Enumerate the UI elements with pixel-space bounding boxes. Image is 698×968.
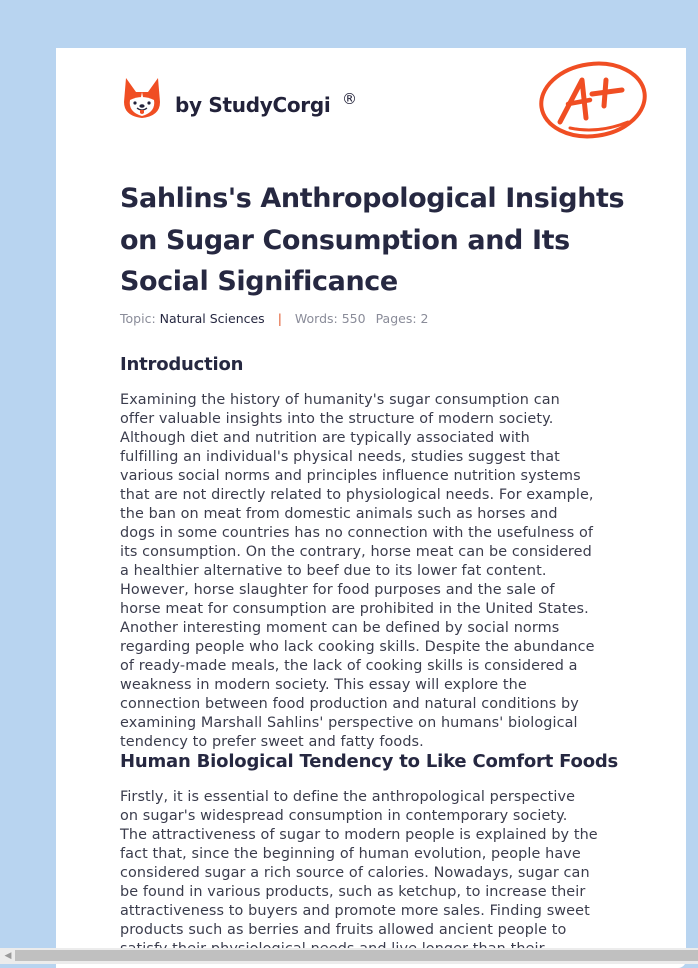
text-line: Examining the history of humanity's sugar consumption can — [120, 392, 560, 408]
text-line: The attractiveness of sugar to modern people is explained by the — [120, 827, 598, 843]
horizontal-scrollbar[interactable] — [0, 948, 698, 964]
topic-link[interactable]: Natural Sciences — [159, 311, 265, 326]
scrollbar-thumb[interactable] — [15, 950, 698, 961]
text-line: connection between food production and natural conditions by — [120, 696, 579, 712]
studycorgi-logo[interactable] — [122, 76, 357, 120]
text-line: of ready-made meals, the lack of cooking skills is considered a — [120, 658, 578, 674]
text-line: However, horse slaughter for food purposes and the sale of — [120, 582, 555, 598]
text-line: horse meat for consumption are prohibited in the United States. — [120, 601, 589, 617]
corgi-head-icon — [122, 76, 162, 120]
document-title — [120, 178, 640, 303]
text-line: that are not directly related to physiological needs. For example, — [120, 487, 594, 503]
text-line: a healthier alternative to beef due to its lower fat content. — [120, 563, 547, 579]
section-heading-biological-tendency: Human Biological Tendency to Like Comfort Foods — [120, 751, 619, 772]
text-line: tendency to prefer sweet and fatty foods. — [120, 734, 424, 750]
text-line: be found in various products, such as ketchup, to increase their — [120, 884, 586, 900]
document-meta — [120, 311, 428, 326]
text-line: fulfilling an individual's physical needs, studies suggest that — [120, 449, 560, 465]
text-line: examining Marshall Sahlins' perspective on humans' biological — [120, 715, 578, 731]
text-line: dogs in some countries has no connection with the usefulness of — [120, 525, 594, 541]
topic-label: Topic: — [120, 311, 156, 326]
title-line: Sahlins's Anthropological Insights — [120, 183, 625, 214]
text-line: Another interesting moment can be defined by social norms — [120, 620, 560, 636]
text-line: the ban on meat from domestic animals such as horses and — [120, 506, 558, 522]
text-line: weakness in modern society. This essay will explore the — [120, 677, 527, 693]
a-plus-grade-icon — [538, 58, 650, 140]
text-line: regarding people who lack cooking skills. Despite the abundance — [120, 639, 595, 655]
page-count: Pages: 2 — [375, 311, 429, 326]
registered-mark: ® — [342, 90, 357, 108]
scroll-left-arrow-icon[interactable]: ◀ — [4, 951, 12, 961]
text-line: Although diet and nutrition are typically associated with — [120, 430, 530, 446]
introduction-paragraph — [120, 391, 640, 752]
title-line: Social Significance — [120, 266, 398, 297]
text-line: various social norms and principles influence nutrition systems — [120, 468, 581, 484]
section-heading-introduction: Introduction — [120, 354, 244, 375]
text-line: products such as berries and fruits allowed ancient people to — [120, 922, 567, 938]
meta-separator: | — [277, 311, 282, 326]
text-line: its consumption. On the contrary, horse meat can be considered — [120, 544, 592, 560]
text-line: Firstly, it is essential to define the anthropological perspective — [120, 789, 576, 805]
text-line: considered sugar a rich source of calories. Nowadays, sugar can — [120, 865, 590, 881]
brand-name: by StudyCorgi — [175, 93, 331, 117]
document-page — [56, 48, 686, 968]
text-line: on sugar's widespread consumption in contemporary society. — [120, 808, 568, 824]
title-line: on Sugar Consumption and Its — [120, 224, 570, 256]
text-line: offer valuable insights into the structure of modern society. — [120, 411, 554, 427]
word-count: Words: 550 — [294, 311, 366, 326]
text-line: fact that, since the beginning of human evolution, people have — [120, 846, 581, 862]
text-line: attractiveness to buyers and promote more sales. Finding sweet — [120, 903, 590, 919]
biological-tendency-paragraph — [120, 788, 640, 959]
